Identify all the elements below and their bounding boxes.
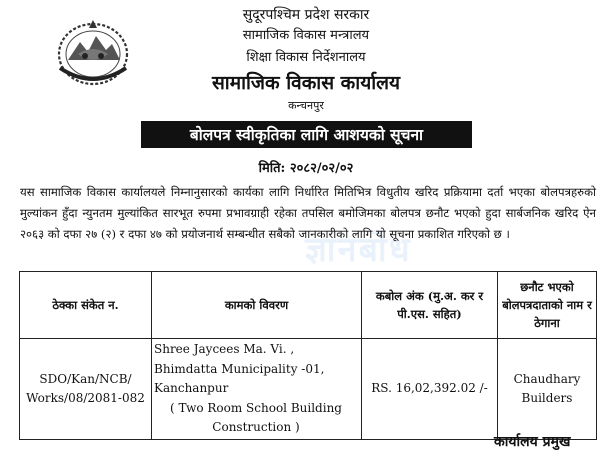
notice-date: मिति: २०८२/०२/०२ [258,161,354,176]
table-row [20,339,597,440]
work-scope: ( Two Room School Building Construction ) [170,400,342,434]
cell-bid-amount: RS. 16,02,392.02 /- [362,339,498,440]
table-header-row [20,272,597,339]
signatory-title: कार्यालय प्रमुख [494,434,571,450]
notice-title: बोलपत्र स्वीकृतिका लागि आशयको सूचना [141,121,472,148]
award-table [19,271,597,440]
header-province: सुदूरपश्चिम प्रदेश सरकार [242,7,370,23]
header-ministry: सामाजिक विकास मन्त्रालय [242,28,370,43]
district-name: कन्चनपुर [288,99,324,112]
header-bid-amount: कबोल अंक (मु.अ. कर र पी.एस. सहित) [362,272,498,339]
watermark-text: ज्ञानबोध [305,230,412,270]
office-title: सामाजिक विकास कार्यालय [211,72,401,94]
notice-body: यस सामाजिक विकास कार्यालयले निम्नानुसारको कार्यका लागि निर्धारित मितिभित्र विधुतीय खरिद प्रक्रियामा दर्ता भएका बोलपत्रहरुको मुल्यांकन हुँदा न्युनतम मुल्यांकित सारभूत रुपमा प्रभावग्राही रहेका तपसिल बमोजिमका बोलपत्र छनौट भएको हुदा सार्बजनिक खरिद ऐन २०६३ को दफा २७ (२) र दफा ४७ को प्रयोजनार्थ सम्बन्धीत सबैको जानकारीको लागि यो सूचना प्रकाशित गरिएको छ । [20,185,596,241]
cell-bidder-name: Chaudhary Builders [498,339,597,440]
cell-contract-id: SDO/Kan/NCB/ Works/08/2081-082 [20,339,152,440]
cell-work-description [152,339,362,440]
header-directorate: शिक्षा विकास निर्देशनालय [246,50,366,65]
work-location: Shree Jaycees Ma. Vi. , Bhimdatta Municipality -01, Kanchanpur [154,342,325,395]
header-work-description: कामको विवरण [152,272,362,339]
header-selected-bidder: छनौट भएको बोलपत्रदाताको नाम र ठेगाना [498,272,597,339]
header-contract-id: ठेक्का संकेत न. [20,272,152,339]
